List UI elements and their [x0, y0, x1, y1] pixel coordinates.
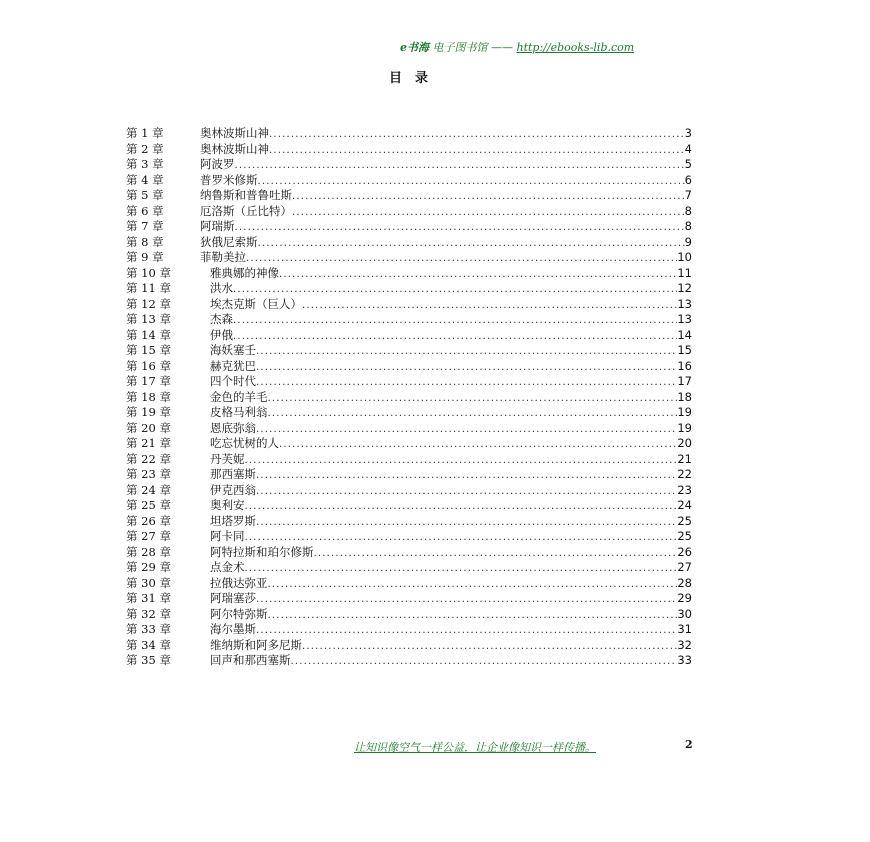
toc-page-number: 24	[677, 498, 692, 512]
toc-entry[interactable]	[126, 281, 692, 297]
toc-chapter-title: 阿卡同	[210, 529, 245, 543]
toc-leader-dots	[245, 453, 678, 469]
toc-chapter-number: 第 18 章	[126, 389, 171, 404]
toc-page-number: 10	[677, 250, 692, 264]
toc-page-number: 27	[677, 560, 692, 574]
toc-page-number: 4	[684, 141, 692, 156]
toc-leader-dots	[233, 313, 677, 329]
toc-chapter-title: 普罗米修斯	[200, 172, 258, 187]
toc-chapter-number: 第 35 章	[126, 653, 171, 667]
toc-chapter-title: 点金术	[210, 560, 245, 574]
toc-chapter-number: 第 19 章	[126, 405, 171, 419]
toc-page-number: 32	[677, 637, 692, 652]
toc-chapter-title: 奥利安	[210, 498, 245, 512]
toc-entry[interactable]	[126, 638, 692, 654]
toc-leader-dots	[246, 251, 677, 267]
toc-chapter-number: 第 9 章	[126, 250, 164, 264]
toc-leader-dots	[268, 577, 678, 593]
toc-page-number: 18	[677, 389, 692, 404]
toc-chapter-title: 雅典娜的神像	[210, 265, 279, 280]
toc-leader-dots	[256, 515, 677, 531]
page-header	[400, 39, 710, 55]
toc-chapter-number: 第 32 章	[126, 606, 171, 621]
toc-chapter-number: 第 15 章	[126, 343, 171, 357]
toc-page-number: 5	[684, 157, 692, 171]
header-tagline: 电子图书馆 ——	[432, 41, 513, 54]
toc-entry[interactable]	[126, 467, 692, 483]
toc-entry[interactable]	[126, 312, 692, 328]
toc-chapter-title: 回声和那西塞斯	[210, 653, 291, 667]
toc-leader-dots	[256, 375, 677, 391]
toc-chapter-title: 恩底弥翁	[210, 420, 256, 435]
toc-chapter-number: 第 30 章	[126, 575, 171, 590]
toc-entry[interactable]	[126, 514, 692, 530]
toc-page-number: 8	[684, 219, 692, 233]
toc-chapter-title: 维纳斯和阿多尼斯	[210, 637, 302, 652]
toc-chapter-title: 海尔墨斯	[210, 622, 256, 636]
toc-page-number: 9	[684, 234, 692, 249]
toc-entry[interactable]	[126, 126, 692, 142]
toc-leader-dots	[258, 236, 685, 252]
toc-entry[interactable]	[126, 483, 692, 499]
toc-chapter-title: 阿尔特弥斯	[210, 606, 268, 621]
toc-chapter-number: 第 2 章	[126, 141, 164, 156]
toc-entry[interactable]	[126, 343, 692, 359]
toc-leader-dots	[245, 499, 678, 515]
toc-leader-dots	[269, 127, 685, 143]
toc-page-number: 20	[677, 436, 692, 450]
toc-leader-dots	[269, 143, 685, 159]
toc-chapter-title: 杰森	[210, 312, 233, 326]
toc-leader-dots	[268, 391, 678, 407]
toc-chapter-number: 第 31 章	[126, 591, 171, 605]
toc-leader-dots	[279, 267, 677, 283]
toc-chapter-number: 第 10 章	[126, 265, 171, 280]
toc-chapter-number: 第 3 章	[126, 157, 164, 171]
toc-page-number: 19	[677, 420, 692, 435]
toc-page-number: 25	[677, 513, 692, 528]
toc-chapter-number: 第 14 章	[126, 327, 171, 342]
toc-chapter-title: 皮格马利翁	[210, 405, 268, 419]
toc-entry[interactable]	[126, 529, 692, 545]
toc-page-number: 22	[677, 467, 692, 481]
toc-page-number: 25	[677, 529, 692, 543]
toc-page-number: 6	[684, 172, 692, 187]
toc-entry[interactable]	[126, 157, 692, 173]
toc-entry[interactable]	[126, 328, 692, 344]
toc-entry[interactable]	[126, 266, 692, 282]
toc-chapter-title: 埃杰克斯（巨人）	[210, 296, 302, 311]
toc-chapter-title: 坦塔罗斯	[210, 513, 256, 528]
toc-chapter-number: 第 13 章	[126, 312, 171, 326]
toc-chapter-title: 金色的羊毛	[210, 389, 268, 404]
toc-chapter-number: 第 11 章	[126, 281, 171, 295]
toc-entry[interactable]	[126, 622, 692, 638]
toc-page-number: 13	[677, 296, 692, 311]
toc-chapter-number: 第 8 章	[126, 234, 164, 249]
toc-entry[interactable]	[126, 498, 692, 514]
toc-chapter-title: 洪水	[210, 281, 233, 295]
toc-entry[interactable]	[126, 452, 692, 468]
toc-page-number: 26	[677, 544, 692, 559]
toc-page-number: 13	[677, 312, 692, 326]
toc-leader-dots	[292, 205, 685, 221]
toc-leader-dots	[291, 654, 678, 670]
page-number: 2	[685, 738, 693, 751]
toc-entry[interactable]	[126, 390, 692, 406]
toc-chapter-title: 伊克西翁	[210, 482, 256, 497]
toc-chapter-number: 第 17 章	[126, 374, 171, 388]
page-title: 目录	[389, 71, 442, 86]
toc-entry[interactable]	[126, 235, 692, 251]
toc-chapter-title: 海妖塞壬	[210, 343, 256, 357]
toc-entry[interactable]	[126, 591, 692, 607]
toc-chapter-title: 吃忘忧树的人	[210, 436, 279, 450]
toc-chapter-number: 第 5 章	[126, 188, 164, 202]
toc-leader-dots	[279, 437, 677, 453]
toc-entry[interactable]	[126, 560, 692, 576]
toc-page-number: 7	[684, 188, 692, 202]
header-url-link[interactable]: http://ebooks-lib.com	[516, 41, 635, 54]
toc-chapter-number: 第 20 章	[126, 420, 171, 435]
toc-leader-dots	[245, 561, 678, 577]
toc-chapter-number: 第 25 章	[126, 498, 171, 512]
toc-entry[interactable]	[126, 219, 692, 235]
toc-leader-dots	[268, 608, 678, 624]
toc-page-number: 8	[684, 203, 692, 218]
toc-page-number: 29	[677, 591, 692, 605]
toc-entry[interactable]	[126, 405, 692, 421]
toc-leader-dots	[235, 220, 685, 236]
toc-leader-dots	[256, 422, 677, 438]
toc-chapter-title: 菲勒美拉	[200, 250, 246, 264]
toc-chapter-number: 第 23 章	[126, 467, 171, 481]
toc-leader-dots	[256, 592, 677, 608]
toc-leader-dots	[268, 406, 678, 422]
toc-page-number: 30	[677, 606, 692, 621]
toc-leader-dots	[256, 623, 677, 639]
toc-leader-dots	[235, 158, 685, 174]
toc-chapter-number: 第 34 章	[126, 637, 171, 652]
toc-chapter-number: 第 24 章	[126, 482, 171, 497]
toc-page-number: 16	[677, 358, 692, 373]
toc-chapter-number: 第 16 章	[126, 358, 171, 373]
toc-entry[interactable]	[126, 576, 692, 592]
toc-chapter-number: 第 1 章	[126, 126, 164, 140]
toc-chapter-title: 阿波罗	[200, 157, 235, 171]
toc-leader-dots	[256, 468, 677, 484]
toc-chapter-title: 阿瑞斯	[200, 219, 235, 233]
toc-chapter-title: 伊俄	[210, 327, 233, 342]
toc-chapter-title: 四个时代	[210, 374, 256, 388]
toc-page-number: 14	[677, 327, 692, 342]
toc-leader-dots	[256, 344, 677, 360]
toc-entry[interactable]	[126, 545, 692, 561]
toc-page-number: 17	[677, 374, 692, 388]
brand-name: e书海	[400, 41, 429, 54]
toc-entry[interactable]	[126, 204, 692, 220]
toc-chapter-number: 第 29 章	[126, 560, 171, 574]
toc-page-number: 11	[677, 265, 692, 280]
toc-page-number: 21	[677, 451, 692, 466]
toc-entry[interactable]	[126, 359, 692, 375]
toc-page-number: 28	[677, 575, 692, 590]
table-of-contents	[126, 126, 692, 669]
toc-chapter-title: 那西塞斯	[210, 467, 256, 481]
toc-leader-dots	[245, 530, 678, 546]
toc-entry[interactable]	[126, 188, 692, 204]
toc-chapter-title: 奥林波斯山神	[200, 141, 269, 156]
toc-chapter-number: 第 4 章	[126, 172, 164, 187]
toc-entry[interactable]	[126, 173, 692, 189]
toc-leader-dots	[233, 329, 677, 345]
toc-page-number: 31	[677, 622, 692, 636]
toc-leader-dots	[258, 174, 685, 190]
toc-chapter-title: 奥林波斯山神	[200, 126, 269, 140]
toc-leader-dots	[256, 484, 677, 500]
toc-leader-dots	[256, 360, 677, 376]
toc-chapter-title: 阿瑞塞莎	[210, 591, 256, 605]
toc-chapter-number: 第 12 章	[126, 296, 171, 311]
toc-chapter-number: 第 27 章	[126, 529, 171, 543]
toc-leader-dots	[302, 298, 677, 314]
toc-entry[interactable]	[126, 250, 692, 266]
toc-chapter-title: 丹芙妮	[210, 451, 245, 466]
toc-chapter-title: 拉俄达弥亚	[210, 575, 268, 590]
toc-page-number: 12	[677, 281, 692, 295]
toc-page-number: 33	[677, 653, 692, 667]
toc-leader-dots	[292, 189, 685, 205]
toc-entry[interactable]	[126, 142, 692, 158]
toc-chapter-number: 第 28 章	[126, 544, 171, 559]
toc-entry[interactable]	[126, 421, 692, 437]
toc-chapter-title: 赫克犹巴	[210, 358, 256, 373]
toc-entry[interactable]	[126, 374, 692, 390]
toc-chapter-title: 厄洛斯（丘比特）	[200, 203, 292, 218]
toc-chapter-title: 狄俄尼索斯	[200, 234, 258, 249]
toc-page-number: 3	[684, 126, 692, 140]
toc-entry[interactable]	[126, 607, 692, 623]
toc-chapter-number: 第 22 章	[126, 451, 171, 466]
toc-entry[interactable]	[126, 653, 692, 669]
toc-leader-dots	[314, 546, 678, 562]
toc-chapter-title: 纳鲁斯和普鲁吐斯	[200, 188, 292, 202]
toc-chapter-number: 第 7 章	[126, 219, 164, 233]
toc-chapter-number: 第 21 章	[126, 436, 171, 450]
toc-entry[interactable]	[126, 436, 692, 452]
toc-entry[interactable]	[126, 297, 692, 313]
toc-chapter-title: 阿特拉斯和珀尔修斯	[210, 544, 314, 559]
footer-slogan-link[interactable]: 让知识像空气一样公益，让企业像知识一样传播。	[354, 741, 596, 754]
toc-leader-dots	[302, 639, 677, 655]
toc-leader-dots	[233, 282, 677, 298]
toc-chapter-number: 第 6 章	[126, 203, 164, 218]
toc-page-number: 15	[677, 343, 692, 357]
toc-chapter-number: 第 33 章	[126, 622, 171, 636]
toc-page-number: 19	[677, 405, 692, 419]
toc-chapter-number: 第 26 章	[126, 513, 171, 528]
toc-page-number: 23	[677, 482, 692, 497]
